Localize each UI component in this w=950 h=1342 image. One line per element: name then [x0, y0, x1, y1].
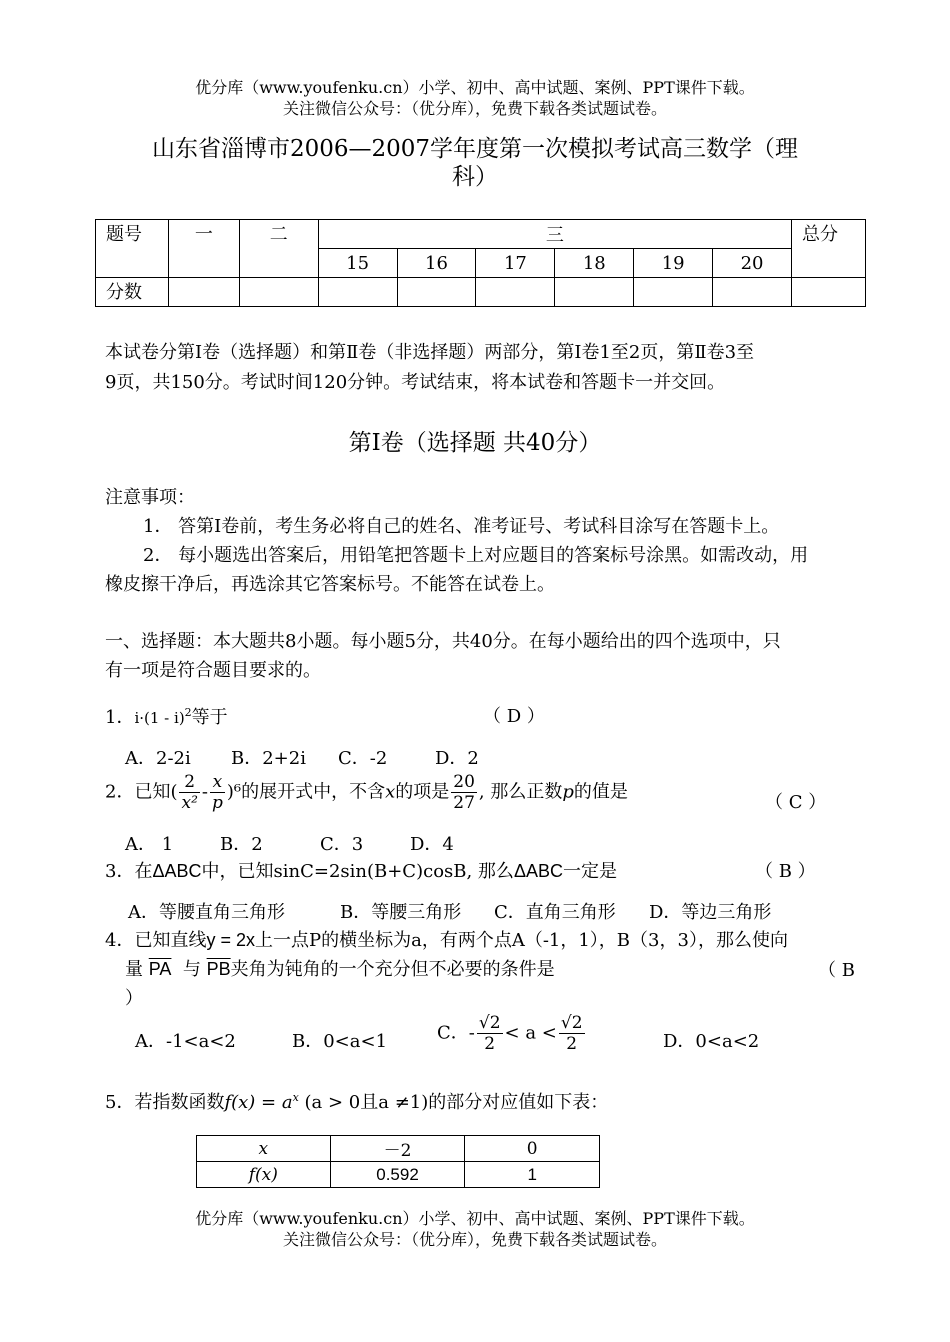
- intro-line-1: 本试卷分第Ⅰ卷（选择题）和第Ⅱ卷（非选择题）两部分，第Ⅰ卷1至2页，第Ⅱ卷3至: [105, 342, 755, 363]
- score-cell[interactable]: [318, 278, 397, 307]
- q4-answer: （ B: [818, 960, 855, 981]
- q2-f3-num: 20: [453, 772, 475, 792]
- question-3: [105, 856, 860, 887]
- q4-optc-f2-den: 2: [566, 1034, 578, 1054]
- section-1-title: 第Ⅰ卷（选择题 共40分）: [348, 430, 602, 456]
- q1-option-a: A．2-2i: [125, 748, 191, 769]
- q3-mid: 中，已知sinC=2sin(B+C)cosB, 那么: [201, 861, 514, 882]
- score-table-col-2: 二: [239, 220, 318, 278]
- q5-sup: x: [292, 1091, 299, 1104]
- page-title-line-2: 科）: [452, 164, 498, 190]
- q4-rest: 上一点P的横坐标为a，有两个点A（-1，1），B（3，3），那么使向: [254, 930, 788, 951]
- q2-fraction-3: [451, 772, 477, 813]
- q2-var: x: [385, 781, 396, 803]
- header-line-2: 关注微信公众号：（优分库），免费下载各类试题试卷。: [282, 99, 667, 118]
- q2-f1-num: 2: [179, 772, 199, 793]
- q4-l2a: 量: [125, 959, 143, 980]
- note-2a: 2． 每小题选出答案后，用铅笔把答题卡上对应题目的答案标号涂黑。如需改动，用: [143, 545, 809, 566]
- part-1-line-2: 有一项是符合题目要求的。: [105, 660, 321, 681]
- q2-fraction-2: [210, 772, 225, 813]
- q4-option-d: D．0<a<2: [663, 1031, 760, 1052]
- q5-table-header-x2: 0: [465, 1136, 600, 1162]
- q5-table-header-x1: －2: [330, 1136, 465, 1162]
- score-table-q19: 19: [634, 249, 713, 278]
- q4-l2c: 夹角为钝角的一个充分但不必要的条件是: [230, 959, 555, 980]
- q2-mid: 的项是: [395, 781, 450, 803]
- q3-triangle-1: ΔABC: [152, 861, 202, 881]
- q4-optc-frac-2: [559, 1013, 585, 1054]
- header-line-1: 优分库（www.youfenku.cn）小学、初中、高中试题、案例、PPT课件下载。: [195, 78, 755, 97]
- q5-table-row-fx: f(x): [197, 1162, 331, 1188]
- question-4-line-1: [105, 925, 865, 956]
- score-table: [95, 219, 866, 307]
- q3-option-b: B．等腰三角形: [340, 902, 462, 923]
- notes-heading: 注意事项：: [105, 487, 195, 508]
- note-2b: 橡皮擦干净后，再选涂其它答案标号。不能答在试卷上。: [105, 574, 555, 595]
- score-cell[interactable]: [239, 278, 318, 307]
- q2-pre: 2．已知(: [105, 781, 178, 803]
- q4-vector-pa: $\overline{PA}$: [148, 959, 172, 979]
- score-cell[interactable]: [476, 278, 555, 307]
- note-1: 1． 答第Ⅰ卷前，考生务必将自己的姓名、准考证号、考试科目涂写在答题卡上。: [143, 516, 780, 537]
- q2-minus: -: [201, 781, 208, 803]
- q2-post: )⁶的展开式中，不含: [226, 781, 386, 803]
- score-cell[interactable]: [713, 278, 792, 307]
- score-cell[interactable]: [792, 278, 866, 307]
- q3-triangle-2: ΔABC: [513, 861, 563, 881]
- q3-answer: （ B ）: [755, 861, 816, 882]
- footer-line-2: 关注微信公众号：（优分库），免费下载各类试题试卷。: [282, 1230, 667, 1249]
- q2-answer: （ C ）: [765, 792, 827, 813]
- score-table-q15: 15: [318, 249, 397, 278]
- q4-option-b: B．0<a<1: [292, 1031, 388, 1052]
- q2-option-b: B．2: [220, 834, 263, 855]
- score-cell[interactable]: [634, 278, 713, 307]
- q4-line-eq: y = 2x: [206, 930, 255, 950]
- q1-option-b: B．2+2i: [231, 748, 306, 769]
- q4-optc-mid: < a <: [504, 1022, 557, 1044]
- question-5: [105, 1083, 865, 1118]
- page-title-line-1: 山东省淄博市2006—2007学年度第一次模拟考试高三数学（理: [151, 136, 799, 162]
- q4-option-a: A．-1<a<2: [135, 1031, 236, 1052]
- score-table-col-3: 三: [318, 220, 791, 249]
- q5-condition: (a > 0且a ≠1): [304, 1092, 429, 1113]
- q4-optc-f2-num: √2: [560, 1013, 583, 1033]
- score-table-total: 总分: [792, 220, 866, 278]
- q1-number: 1．: [105, 707, 135, 728]
- q4-pre: 4．已知直线: [105, 930, 207, 951]
- q5-table-value-1: 0.592: [330, 1162, 465, 1188]
- score-table-q17: 17: [476, 249, 555, 278]
- q4-l2b: 与: [182, 959, 201, 980]
- q5-table-header-x: x: [197, 1136, 331, 1162]
- q4-vector-pb: $\overline{PB}$: [206, 959, 231, 979]
- q5-values-table: [196, 1135, 600, 1188]
- q1-expression: i·(1 - i): [134, 709, 185, 727]
- q2-end2: 的值是: [573, 781, 628, 803]
- q2-f3-den: 27: [453, 793, 475, 813]
- q3-option-d: D．等边三角形: [649, 902, 772, 923]
- part-1-line-1: 一、选择题：本大题共8小题。每小题5分，共40分。在每小题给出的四个选项中，只: [105, 631, 781, 652]
- q1-option-d: D．2: [435, 748, 479, 769]
- q4-option-c: [437, 1013, 587, 1054]
- q4-optc-frac-1: [477, 1013, 503, 1054]
- q3-option-a: A．等腰直角三角形: [128, 902, 285, 923]
- q1-tail: 等于: [191, 707, 228, 728]
- score-cell[interactable]: [555, 278, 634, 307]
- q2-f2-den: p: [211, 793, 223, 813]
- footer-line-1: 优分库（www.youfenku.cn）小学、初中、高中试题、案例、PPT课件下载。: [195, 1209, 755, 1228]
- score-table-q18: 18: [555, 249, 634, 278]
- q2-f2-num: x: [210, 772, 225, 793]
- score-cell[interactable]: [168, 278, 239, 307]
- q2-p: p: [562, 781, 574, 803]
- question-4-line-2: [125, 954, 725, 985]
- q4-optc-f1-num: √2: [478, 1013, 501, 1033]
- q1-answer: （ D ）: [483, 706, 545, 727]
- q2-fraction-1: [179, 772, 199, 813]
- q1-option-c: C．-2: [338, 748, 388, 769]
- q2-option-d: D．4: [410, 834, 454, 855]
- q2-end: , 那么正数: [478, 781, 563, 803]
- q5-end: 的部分对应值如下表：: [428, 1092, 609, 1113]
- score-cell[interactable]: [397, 278, 476, 307]
- q3-pre: 3．在: [105, 861, 153, 882]
- q3-end: 一定是: [562, 861, 617, 882]
- score-table-q16: 16: [397, 249, 476, 278]
- q5-table-value-2: 1: [465, 1162, 600, 1188]
- score-table-header-label: 题号: [96, 220, 169, 278]
- score-table-score-label: 分数: [96, 278, 169, 307]
- q1-exponent: 2: [184, 706, 192, 719]
- q2-option-a: A． 1: [125, 834, 174, 855]
- q4-answer-close: ）: [125, 988, 143, 1009]
- q5-pre: 5．若指数函数: [105, 1092, 225, 1113]
- question-2: [105, 772, 628, 813]
- q5-function: f(x) = a: [224, 1092, 293, 1113]
- intro-line-2: 9页，共150分。考试时间120分钟。考试结束，将本试卷和答题卡一并交回。: [105, 372, 726, 393]
- q2-f1-den: x²: [181, 793, 198, 813]
- q4-optc-f1-den: 2: [484, 1034, 496, 1054]
- q3-option-c: C．直角三角形: [494, 902, 616, 923]
- score-table-q20: 20: [713, 249, 792, 278]
- score-table-col-1: 一: [168, 220, 239, 278]
- q4-optc-pre: C．-: [437, 1022, 475, 1044]
- q2-option-c: C．3: [320, 834, 364, 855]
